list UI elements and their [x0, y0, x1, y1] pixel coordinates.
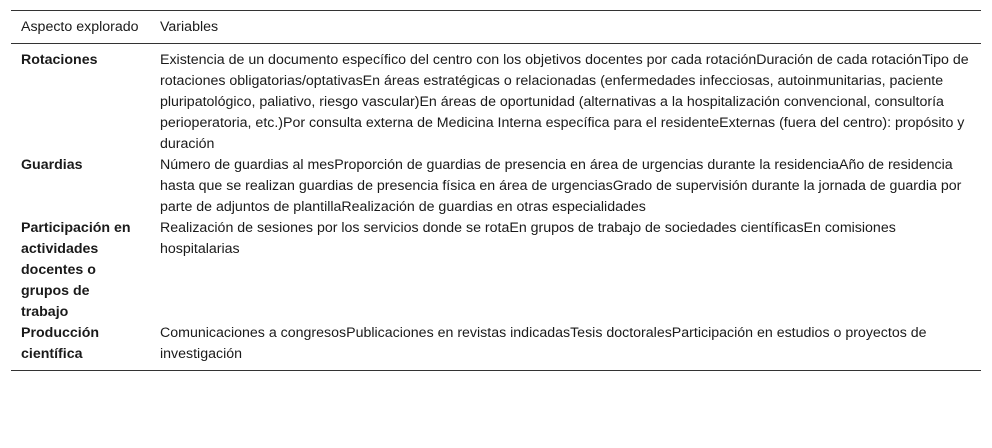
row-variables: Realización de sesiones por los servicios donde se rotaEn grupos de trabajo de sociedades científicasEn comisiones hospitalarias	[160, 220, 896, 257]
row-variables: Número de guardias al mesProporción de guardias de presencia en área de urgencias durante la residenciaAño de residencia hasta que se realizan guardias de presencia física en área de urgenciasGrado de supervisión durante la jornada de guardia por parte de adjuntos de plantillaRealización de guardias en otras especialidades	[160, 157, 962, 215]
table-row	[11, 44, 981, 156]
table-header	[11, 11, 981, 44]
row-aspect: Producción científica	[21, 325, 100, 362]
header-aspect: Aspecto explorado	[21, 19, 139, 35]
table-body	[11, 44, 981, 371]
table-container	[11, 10, 981, 371]
row-variables: Existencia de un documento específico del centro con los objetivos docentes por cada rotaciónDuración de cada rotaciónTipo de rotaciones obligatorias/optativasEn áreas estratégicas o relacionadas (enfermedades infecciosas, autoinmunitarias, paciente pluripatológico, paliativo, riesgo vascular)En áreas de oportunidad (alternativas a la hospitalización convencional, consultoría perioperatoria, etc.)Por consulta externa de Medicina Interna específica para el residenteExternas (fuera del centro): propósito y duración	[160, 52, 969, 152]
row-aspect: Guardias	[21, 157, 83, 173]
table-row	[11, 155, 981, 218]
table-row	[11, 323, 981, 371]
header-row	[11, 11, 981, 44]
row-aspect: Rotaciones	[21, 52, 98, 68]
table-row	[11, 218, 981, 323]
header-variables: Variables	[160, 19, 219, 35]
variables-table	[11, 10, 981, 371]
row-variables: Comunicaciones a congresosPublicaciones en revistas indicadasTesis doctoralesParticipación en estudios o proyectos de investigación	[160, 325, 927, 362]
row-aspect: Participación en actividades docentes o grupos de trabajo	[21, 220, 131, 320]
